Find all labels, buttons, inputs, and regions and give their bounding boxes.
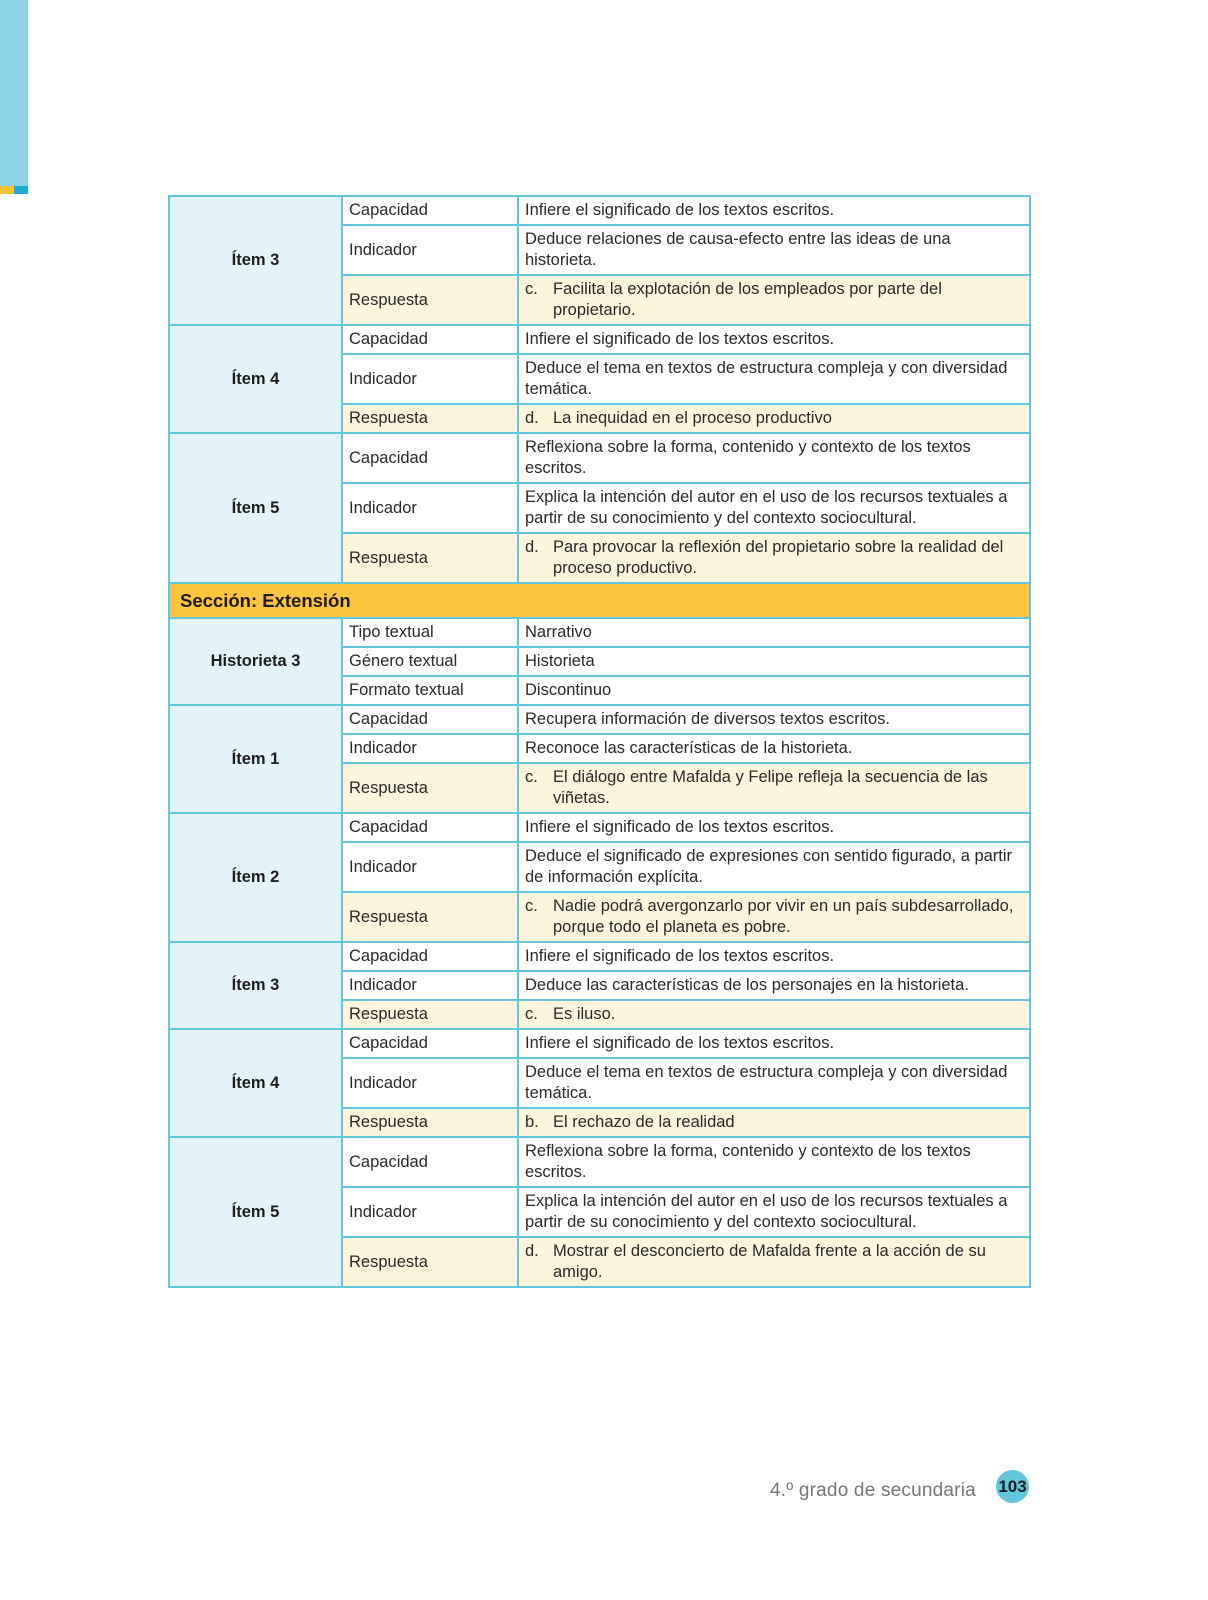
side-color-strip: [0, 0, 28, 186]
row-label: Indicador: [342, 225, 518, 275]
item-label: Ítem 5: [169, 1137, 342, 1287]
footer-grade-label: 4.º grado de secundaria: [770, 1480, 976, 1501]
answer-text: La inequidad en el proceso productivo: [553, 409, 832, 427]
row-label: Indicador: [342, 842, 518, 892]
answer-text: Mostrar el desconcierto de Mafalda frente a la acción de su amigo.: [553, 1242, 986, 1281]
row-label: Respuesta: [342, 1108, 518, 1137]
item-label: Ítem 2: [169, 813, 342, 942]
page-number-badge: 103: [996, 1470, 1029, 1503]
answer-text: El rechazo de la realidad: [553, 1113, 735, 1131]
row-label: Indicador: [342, 483, 518, 533]
item-label: Ítem 3: [169, 942, 342, 1029]
row-label: Respuesta: [342, 1000, 518, 1029]
answer-text: Facilita la explotación de los empleados por parte del propietario.: [553, 280, 942, 319]
answer-option-letter: d.: [525, 409, 539, 427]
row-value: Infiere el significado de los textos escritos.: [518, 942, 1030, 971]
answer-option-letter: d.: [525, 1242, 539, 1260]
row-value: Discontinuo: [518, 676, 1030, 705]
row-label: Indicador: [342, 1058, 518, 1108]
side-blue-mark: [14, 186, 28, 194]
row-label: Género textual: [342, 647, 518, 676]
row-value: Reconoce las características de la historieta.: [518, 734, 1030, 763]
row-value: Reflexiona sobre la forma, contenido y contexto de los textos escritos.: [518, 433, 1030, 483]
answer-cell: [518, 275, 1030, 325]
answer-text: Para provocar la reflexión del propietario sobre la realidad del proceso productivo.: [553, 538, 1004, 577]
row-value: Deduce el tema en textos de estructura compleja y con diversidad temática.: [518, 1058, 1030, 1108]
row-label: Capacidad: [342, 705, 518, 734]
row-label: Tipo textual: [342, 618, 518, 647]
row-value: Infiere el significado de los textos escritos.: [518, 325, 1030, 354]
section-title: Sección: Extensión: [169, 583, 1030, 618]
row-label: Indicador: [342, 1187, 518, 1237]
assessment-table-body: [169, 196, 1030, 1287]
table-row: [169, 433, 1030, 483]
answer-cell: [518, 763, 1030, 813]
row-value: Recupera información de diversos textos escritos.: [518, 705, 1030, 734]
row-value: Reflexiona sobre la forma, contenido y contexto de los textos escritos.: [518, 1137, 1030, 1187]
row-label: Respuesta: [342, 275, 518, 325]
answer-cell: [518, 1237, 1030, 1287]
table-row: [169, 325, 1030, 354]
item-label: Ítem 4: [169, 1029, 342, 1137]
answer-text: El diálogo entre Mafalda y Felipe refleja la secuencia de las viñetas.: [553, 768, 988, 807]
side-yellow-mark: [0, 186, 14, 194]
row-label: Respuesta: [342, 533, 518, 583]
answer-option-letter: b.: [525, 1113, 539, 1131]
row-label: Indicador: [342, 354, 518, 404]
row-value: Explica la intención del autor en el uso de los recursos textuales a partir de su conocimiento y del contexto sociocultural.: [518, 1187, 1030, 1237]
answer-option-letter: d.: [525, 538, 539, 556]
row-value: Deduce relaciones de causa-efecto entre las ideas de una historieta.: [518, 225, 1030, 275]
item-label: Ítem 4: [169, 325, 342, 433]
assessment-table: [168, 195, 1031, 1288]
row-value: Infiere el significado de los textos escritos.: [518, 1029, 1030, 1058]
row-label: Formato textual: [342, 676, 518, 705]
section-header-row: [169, 583, 1030, 618]
row-value: Deduce el tema en textos de estructura compleja y con diversidad temática.: [518, 354, 1030, 404]
answer-option-letter: c.: [525, 280, 538, 298]
table-row: [169, 1137, 1030, 1187]
row-label: Respuesta: [342, 892, 518, 942]
row-value: Infiere el significado de los textos escritos.: [518, 196, 1030, 225]
answer-text: Nadie podrá avergonzarlo por vivir en un país subdesarrollado, porque todo el planeta es pobre.: [553, 897, 1014, 936]
item-label: Historieta 3: [169, 618, 342, 705]
table-row: [169, 618, 1030, 647]
row-label: Indicador: [342, 971, 518, 1000]
table-row: [169, 196, 1030, 225]
table-row: [169, 1029, 1030, 1058]
answer-option-letter: c.: [525, 897, 538, 915]
answer-text: Es iluso.: [553, 1005, 616, 1023]
row-value: Infiere el significado de los textos escritos.: [518, 813, 1030, 842]
row-value: Narrativo: [518, 618, 1030, 647]
row-label: Indicador: [342, 734, 518, 763]
row-value: Explica la intención del autor en el uso de los recursos textuales a partir de su conocimiento y del contexto sociocultural.: [518, 483, 1030, 533]
table-row: [169, 942, 1030, 971]
item-label: Ítem 1: [169, 705, 342, 813]
row-label: Respuesta: [342, 763, 518, 813]
row-label: Capacidad: [342, 325, 518, 354]
row-label: Capacidad: [342, 813, 518, 842]
item-label: Ítem 5: [169, 433, 342, 583]
row-label: Respuesta: [342, 404, 518, 433]
row-label: Capacidad: [342, 433, 518, 483]
row-value: Historieta: [518, 647, 1030, 676]
answer-option-letter: c.: [525, 768, 538, 786]
table-row: [169, 813, 1030, 842]
answer-cell: [518, 404, 1030, 433]
row-label: Respuesta: [342, 1237, 518, 1287]
row-label: Capacidad: [342, 942, 518, 971]
row-value: Deduce las características de los personajes en la historieta.: [518, 971, 1030, 1000]
answer-cell: [518, 1000, 1030, 1029]
row-label: Capacidad: [342, 196, 518, 225]
answer-option-letter: c.: [525, 1005, 538, 1023]
row-label: Capacidad: [342, 1137, 518, 1187]
row-label: Capacidad: [342, 1029, 518, 1058]
row-value: Deduce el significado de expresiones con sentido figurado, a partir de información explícita.: [518, 842, 1030, 892]
answer-cell: [518, 892, 1030, 942]
answer-cell: [518, 1108, 1030, 1137]
table-row: [169, 705, 1030, 734]
item-label: Ítem 3: [169, 196, 342, 325]
answer-cell: [518, 533, 1030, 583]
